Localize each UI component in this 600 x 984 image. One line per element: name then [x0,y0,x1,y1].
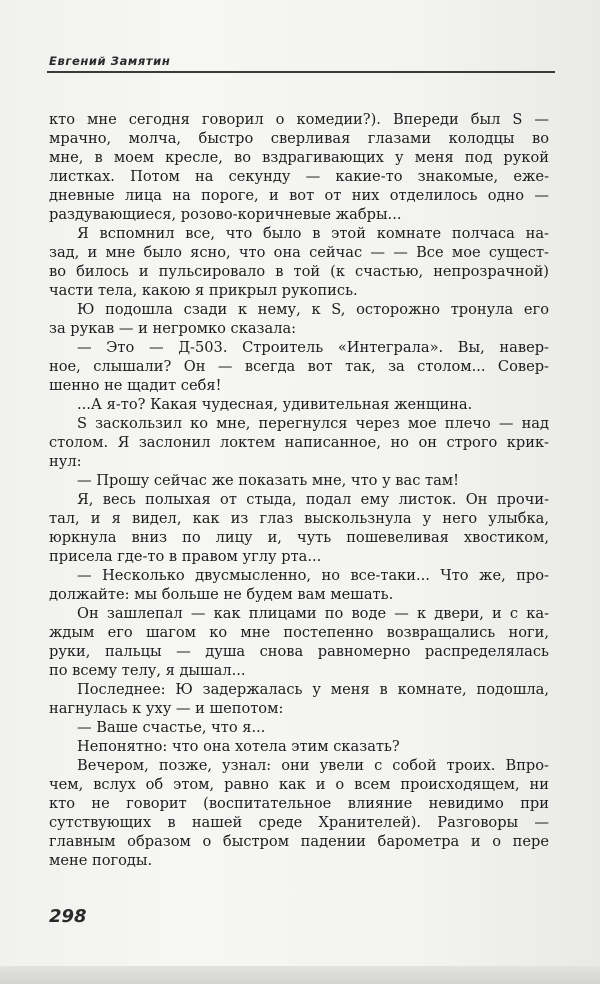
text-line: присела где-то в правом углу рта... [49,548,322,565]
text-line: раздувающиеся, розово-коричневые жабры... [49,206,402,223]
text-line: за рукав — и негромко сказала: [49,320,297,337]
running-head: Евгений Замятин [49,54,171,68]
text-line: сутствующих в нашей среде Хранителей). Разговоры — [49,814,549,831]
text-line: Ю подошла сзади к нему, к S, осторожно тронула его [77,301,549,318]
text-line: дневные лица на пороге, и вот от них отделилось одно — [49,187,549,204]
text-line: части тела, какою я прикрыл рукопись. [49,282,358,299]
text-line: — Прошу сейчас же показать мне, что у вас там! [77,472,460,489]
text-line: — Это — Д-503. Строитель «Интеграла». Вы, навер- [77,339,549,356]
text-line: юркнула вниз по лицу и, чуть пошевеливая хвостиком, [49,529,549,546]
header-rule [47,71,555,73]
page-bottom-edge [0,966,600,984]
text-line: Я вспомнил все, что было в этой комнате полчаса на- [77,225,549,242]
text-line: чем, вслух об этом, равно как и о всем происходящем, ни [49,776,549,793]
body-text [49,110,549,870]
text-line: Он зашлепал — как плицами по воде — к двери, и с ка- [77,605,549,622]
text-line: тал, и я видел, как из глаз выскользнула у него улыбка, [49,510,549,527]
text-line: листках. Потом на секунду — какие-то знакомые, еже- [49,168,549,185]
text-line: Непонятно: что она хотела этим сказать? [77,738,400,755]
text-line: ...А я-то? Какая чудесная, удивительная женщина. [77,396,473,413]
text-line: кто мне сегодня говорил о комедии?). Впереди был S — [49,111,549,128]
text-line: во билось и пульсировало в той (к счастью, непрозрачной) [49,263,549,280]
text-line: нул: [49,453,82,470]
text-line: мне, в моем кресле, во вздрагивающих у меня под рукой [49,149,549,166]
text-line: мрачно, молча, быстро сверливая глазами колодцы во [49,130,549,147]
text-line: должайте: мы больше не будем вам мешать. [49,586,394,603]
text-line: главным образом о быстром падении барометра и о пере [49,833,549,850]
text-line: S заскользил ко мне, перегнулся через мое плечо — над [77,415,549,432]
text-line: руки, пальцы — душа снова равномерно распределялась [49,643,549,660]
text-line: нагнулась к уху — и шепотом: [49,700,284,717]
text-line: ное, слышали? Он — всегда вот так, за столом... Совер- [49,358,549,375]
text-line: зад, и мне было ясно, что она сейчас — — Все мое сущест- [49,244,549,261]
text-line: — Несколько двусмысленно, но все-таки... Что же, про- [77,567,549,584]
text-line: Вечером, позже, узнал: они увели с собой троих. Впро- [77,757,549,774]
text-line: мене погоды. [49,852,153,869]
page-number: 298 [49,906,87,927]
text-line: по всему телу, я дышал... [49,662,246,679]
text-line: Последнее: Ю задержалась у меня в комнате, подошла, [77,681,549,698]
text-line: — Ваше счастье, что я... [77,719,266,736]
text-line: столом. Я заслонил локтем написанное, но он строго крик- [49,434,549,451]
text-line: шенно не щадит себя! [49,377,222,394]
text-line: Я, весь полыхая от стыда, подал ему листок. Он прочи- [77,491,549,508]
text-line: ждым его шагом ко мне постепенно возвращались ноги, [49,624,549,641]
text-line: кто не говорит (воспитательное влияние невидимо при [49,795,549,812]
